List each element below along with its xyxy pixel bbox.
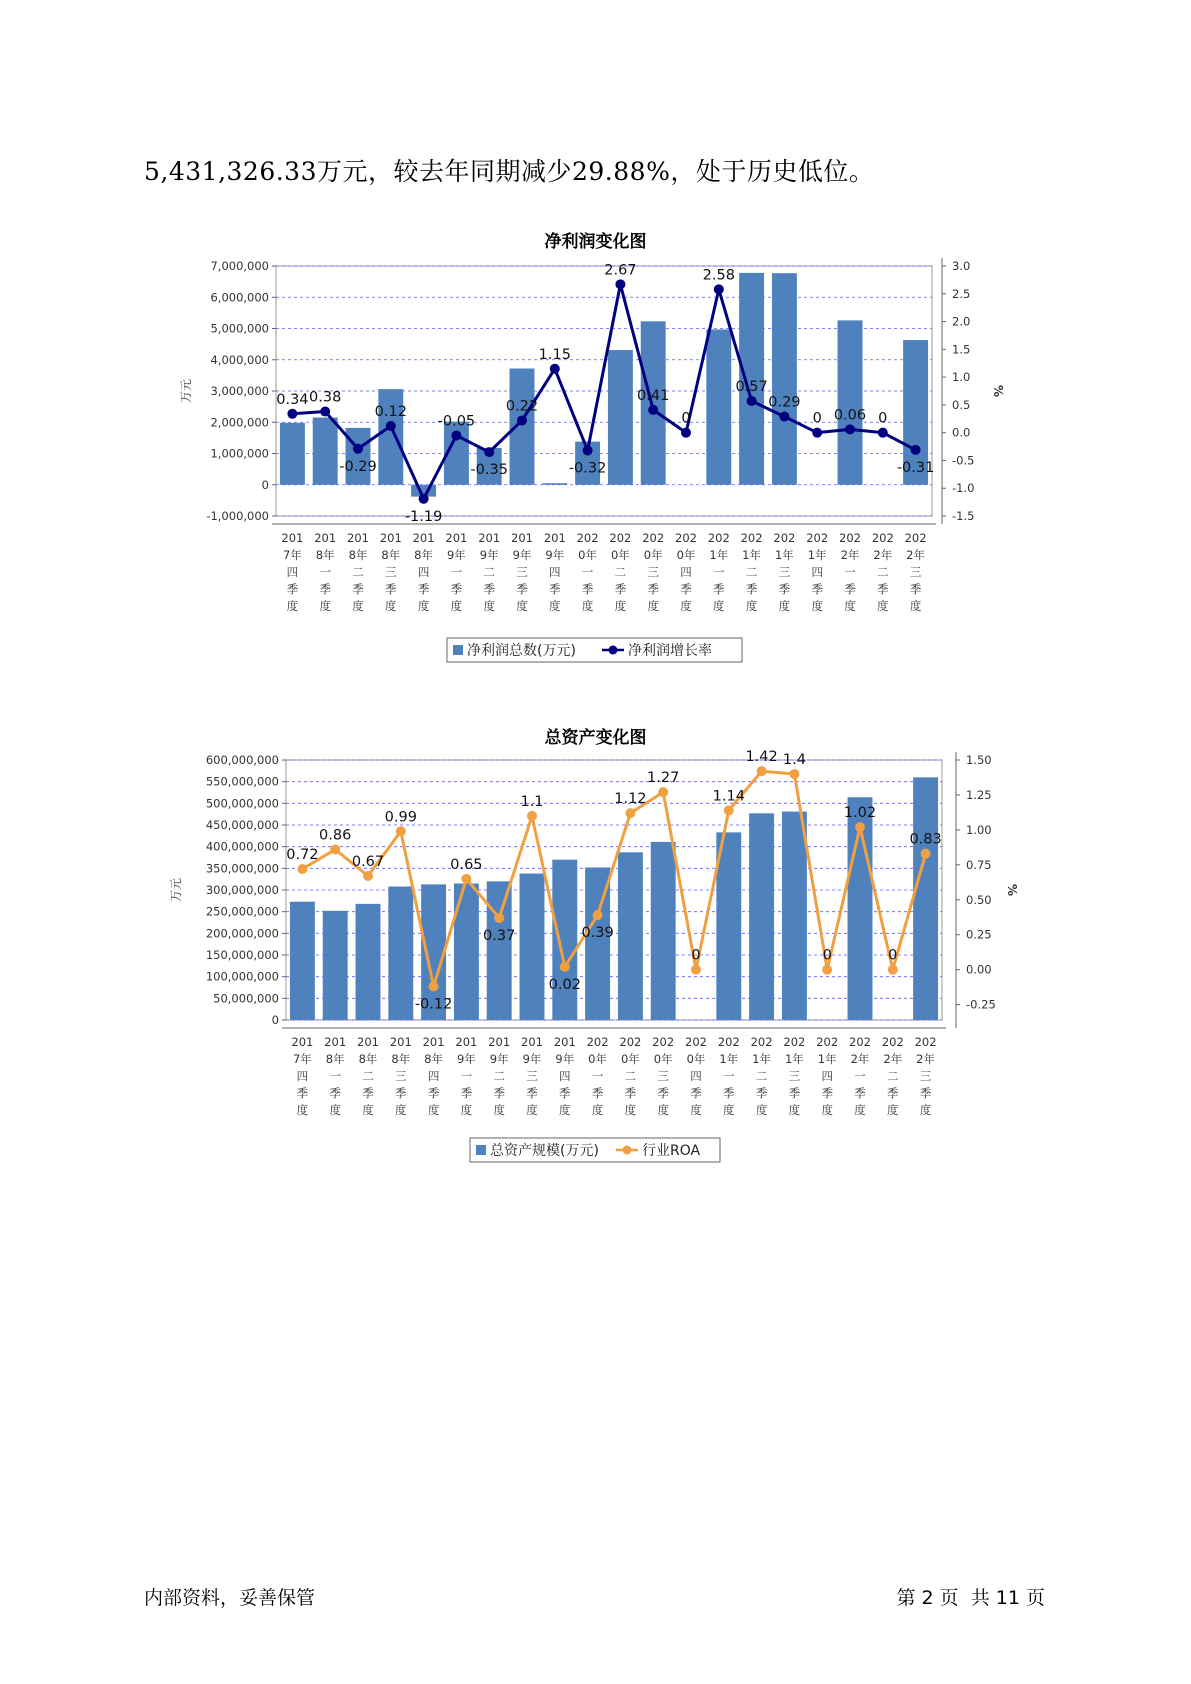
bar [913, 777, 938, 1020]
bar [618, 852, 643, 1020]
y-left-tick-label: 200,000,000 [205, 926, 279, 941]
x-tick-label: 202 2年二季度 [881, 1035, 904, 1117]
line-point [757, 766, 767, 776]
y-right-axis-label: % [991, 384, 1005, 398]
y-left-axis-label: 万元 [169, 877, 183, 903]
line-point [625, 808, 635, 818]
data-label: 0.65 [450, 856, 483, 873]
x-tick-label: 201 7年四季度 [291, 1035, 314, 1117]
y-left-tick-label: 2,000,000 [210, 415, 269, 430]
data-label: 0.38 [309, 389, 342, 406]
line-point [287, 409, 297, 419]
line-point [888, 965, 898, 975]
data-label: 0.41 [637, 387, 670, 404]
data-label: 0.57 [735, 379, 768, 395]
y-right-tick-label: -0.25 [966, 997, 996, 1012]
y-right-tick-label: 0.75 [966, 857, 992, 872]
y-left-tick-label: 500,000,000 [205, 796, 279, 811]
y-right-tick-label: 0.25 [966, 927, 992, 942]
bar [323, 911, 348, 1020]
chart-2-title: 总资产变化图 [544, 728, 647, 748]
bar [838, 320, 863, 484]
line-point [615, 279, 625, 289]
x-tick-label: 202 1年一季度 [707, 531, 730, 613]
line-point [386, 421, 396, 431]
y-right-tick-label: 2.0 [952, 314, 971, 329]
footer-page-number: 第 2 页 共 11 页 [896, 1587, 1045, 1609]
y-left-tick-label: 4,000,000 [210, 352, 269, 367]
data-label: -0.12 [414, 996, 453, 1013]
legend-bar-label: 总资产规模(万元) [490, 1143, 599, 1159]
y-left-tick-label: -1,000,000 [206, 509, 269, 523]
data-label: 2.58 [702, 267, 735, 284]
bar [487, 881, 512, 1020]
bar [749, 813, 774, 1020]
data-label: 0 [878, 410, 888, 427]
bar [651, 842, 676, 1020]
data-label: 1.27 [647, 770, 680, 787]
y-left-tick-label: 50,000,000 [213, 991, 279, 1006]
x-tick-label: 202 2年一季度 [849, 1035, 871, 1117]
x-tick-label: 201 9年二季度 [488, 1035, 511, 1117]
data-label: 0 [888, 947, 898, 964]
bar [290, 902, 315, 1020]
line-point [550, 364, 560, 374]
x-tick-label: 201 8年一季度 [314, 531, 337, 613]
x-tick-label: 201 9年四季度 [553, 1035, 576, 1117]
bar [388, 887, 413, 1020]
bar [356, 904, 381, 1020]
line-point [451, 430, 461, 440]
line-point [789, 769, 799, 779]
x-tick-label: 201 9年四季度 [543, 531, 566, 613]
data-label: 2.67 [604, 262, 637, 279]
line-point [878, 428, 888, 438]
line-point [583, 445, 593, 455]
x-tick-label: 202 2年二季度 [871, 531, 894, 613]
line-point [822, 965, 832, 975]
x-tick-label: 202 0年四季度 [685, 1035, 707, 1117]
data-label: 1.4 [782, 751, 806, 768]
data-label: -0.31 [896, 459, 935, 476]
data-label: -0.35 [470, 462, 508, 479]
y-left-tick-label: 5,000,000 [210, 321, 269, 336]
data-label: 0 [681, 410, 691, 427]
data-label: 0 [822, 947, 832, 964]
data-label: 0.86 [319, 827, 352, 844]
line-point [517, 415, 527, 425]
line-point [691, 965, 701, 975]
x-tick-label: 202 0年二季度 [609, 531, 632, 613]
data-label: 1.02 [843, 805, 877, 822]
y-left-tick-label: 150,000,000 [205, 948, 279, 962]
data-label: 0.06 [833, 407, 867, 424]
intro-paragraph: 5,431,326.33万元，较去年同期减少29.88%，处于历史低位。 [144, 157, 875, 186]
y-left-tick-label: 300,000,000 [205, 883, 279, 897]
footer-confidential: 内部资料，妥善保管 [144, 1587, 316, 1609]
data-label: 0.39 [581, 925, 614, 942]
x-tick-label: 202 0年一季度 [586, 1035, 609, 1117]
net-profit-chart [0, 259, 1191, 674]
data-label: 0.02 [548, 976, 581, 993]
x-tick-label: 201 8年三季度 [379, 531, 402, 613]
x-tick-label: 202 2年一季度 [839, 531, 861, 613]
line-point [747, 396, 757, 406]
line-point [855, 822, 865, 832]
x-tick-label: 202 1年一季度 [717, 1035, 740, 1117]
total-assets-chart [0, 749, 1191, 1170]
y-left-tick-label: 350,000,000 [205, 861, 279, 876]
line-point [560, 962, 570, 972]
y-left-tick-label: 0 [271, 1013, 279, 1027]
bar [280, 423, 305, 485]
y-left-tick-label: 450,000,000 [205, 818, 279, 832]
legend [470, 1138, 720, 1162]
line-point [724, 805, 734, 815]
y-right-tick-label: 1.5 [952, 342, 971, 357]
y-right-tick-label: 2.5 [952, 286, 971, 301]
y-left-tick-label: 400,000,000 [205, 839, 279, 854]
line-point [779, 412, 789, 422]
y-right-tick-label: -1.5 [952, 509, 975, 523]
y-left-tick-label: 550,000,000 [205, 774, 279, 789]
line-point [527, 811, 537, 821]
bar [510, 369, 535, 485]
data-label: -0.05 [437, 413, 476, 430]
x-tick-label: 201 9年三季度 [521, 1035, 543, 1117]
line-point [812, 428, 822, 438]
y-left-tick-label: 100,000,000 [205, 969, 279, 984]
x-tick-label: 202 1年三季度 [783, 1035, 806, 1117]
data-label: -0.29 [339, 458, 377, 475]
data-label: 1.12 [614, 791, 647, 808]
legend-bar-swatch [453, 645, 463, 655]
data-label: 0 [691, 947, 701, 964]
y-left-axis-label: 万元 [179, 378, 193, 404]
y-right-tick-label: -1.0 [952, 481, 975, 496]
x-tick-label: 202 1年二季度 [750, 1035, 773, 1117]
y-left-tick-label: 7,000,000 [210, 259, 269, 273]
line-point [593, 910, 603, 920]
data-label: 0.34 [276, 391, 309, 408]
line-point [658, 787, 668, 797]
legend-bar-swatch [476, 1145, 486, 1155]
legend [447, 638, 742, 662]
data-label: 1.14 [712, 788, 745, 805]
y-right-axis-label: % [1005, 883, 1019, 897]
line-point [429, 981, 439, 991]
x-tick-label: 202 0年二季度 [619, 1035, 642, 1117]
x-tick-label: 202 0年三季度 [652, 1035, 675, 1117]
bar [706, 329, 731, 484]
x-tick-label: 201 9年一季度 [455, 1035, 478, 1117]
x-tick-label: 201 7年四季度 [281, 531, 304, 613]
y-right-tick-label: 0.5 [952, 397, 971, 412]
x-tick-label: 201 8年四季度 [422, 1035, 445, 1117]
data-label: 0.72 [286, 847, 319, 864]
line-point [921, 849, 931, 859]
x-tick-label: 201 8年四季度 [412, 531, 435, 613]
data-label: -1.19 [404, 508, 443, 525]
x-tick-label: 202 2年三季度 [904, 531, 927, 613]
y-right-tick-label: 1.25 [966, 787, 992, 802]
x-tick-label: 202 1年二季度 [740, 531, 763, 613]
bar [313, 418, 338, 485]
data-label: 0.99 [384, 809, 417, 826]
y-left-tick-label: 0 [261, 477, 269, 492]
chart-1-title: 净利润变化图 [544, 232, 647, 252]
y-right-tick-label: 1.50 [966, 753, 992, 767]
data-label: -0.32 [568, 460, 607, 477]
legend-line-label: 净利润增长率 [628, 643, 712, 659]
bar [520, 874, 545, 1020]
legend-bar-label: 净利润总数(万元) [467, 643, 576, 659]
bar [716, 832, 741, 1020]
data-label: 0.12 [374, 404, 407, 420]
legend-line-label: 行业ROA [642, 1143, 701, 1159]
bar [608, 350, 633, 485]
line-point [648, 405, 658, 415]
data-label: 0.29 [768, 394, 801, 411]
y-right-tick-label: 3.0 [952, 259, 971, 273]
data-label: 1.42 [745, 749, 778, 766]
legend-line-marker [609, 646, 618, 655]
bar [542, 483, 567, 485]
y-left-tick-label: 6,000,000 [210, 290, 269, 305]
line-point [484, 447, 494, 457]
x-tick-label: 201 8年二季度 [347, 531, 369, 613]
y-right-tick-label: 1.00 [966, 822, 992, 837]
line-point [494, 913, 504, 923]
line-point [363, 871, 373, 881]
data-label: 0.83 [909, 831, 942, 848]
x-tick-label: 202 0年一季度 [576, 531, 599, 613]
y-right-tick-label: 0.0 [952, 425, 971, 440]
bar [782, 812, 807, 1020]
x-tick-label: 201 8年一季度 [324, 1035, 347, 1117]
x-tick-label: 201 8年三季度 [389, 1035, 412, 1117]
line-point [396, 826, 406, 836]
bar [552, 860, 577, 1020]
line-point [681, 428, 691, 438]
y-left-tick-label: 250,000,000 [205, 904, 279, 919]
data-label: 1.15 [538, 346, 571, 363]
x-tick-label: 201 9年二季度 [478, 531, 501, 613]
data-label: 0.22 [505, 398, 539, 415]
line-point [714, 284, 724, 294]
y-left-tick-label: 600,000,000 [205, 753, 279, 767]
y-left-tick-label: 3,000,000 [210, 384, 269, 398]
data-label: 0.67 [351, 854, 385, 871]
line-point [330, 844, 340, 854]
data-label: 0.37 [483, 927, 516, 944]
x-tick-label: 201 8年二季度 [357, 1035, 379, 1117]
line-point [461, 874, 471, 884]
bar [772, 273, 797, 485]
y-right-tick-label: 0.00 [966, 962, 992, 977]
x-tick-label: 202 1年三季度 [773, 531, 796, 613]
data-label: 1.1 [520, 793, 544, 810]
x-tick-label: 201 9年一季度 [445, 531, 468, 613]
x-tick-label: 201 9年三季度 [511, 531, 533, 613]
data-label: 0 [812, 410, 822, 427]
x-tick-label: 202 1年四季度 [806, 531, 829, 613]
line-point [845, 424, 855, 434]
y-right-tick-label: -0.5 [952, 453, 975, 468]
legend-line-marker [623, 1146, 632, 1155]
line-point [320, 407, 330, 417]
x-tick-label: 202 0年三季度 [642, 531, 665, 613]
line-point [353, 444, 363, 454]
bar [346, 428, 371, 485]
y-right-tick-label: 1.0 [952, 370, 971, 385]
x-tick-label: 202 0年四季度 [675, 531, 697, 613]
y-right-tick-label: 0.50 [966, 892, 992, 907]
line-point [419, 494, 429, 504]
x-tick-label: 202 2年三季度 [914, 1035, 937, 1117]
line-point [911, 445, 921, 455]
line-point [297, 864, 307, 874]
y-left-tick-label: 1,000,000 [210, 446, 269, 461]
x-tick-label: 202 1年四季度 [816, 1035, 839, 1117]
